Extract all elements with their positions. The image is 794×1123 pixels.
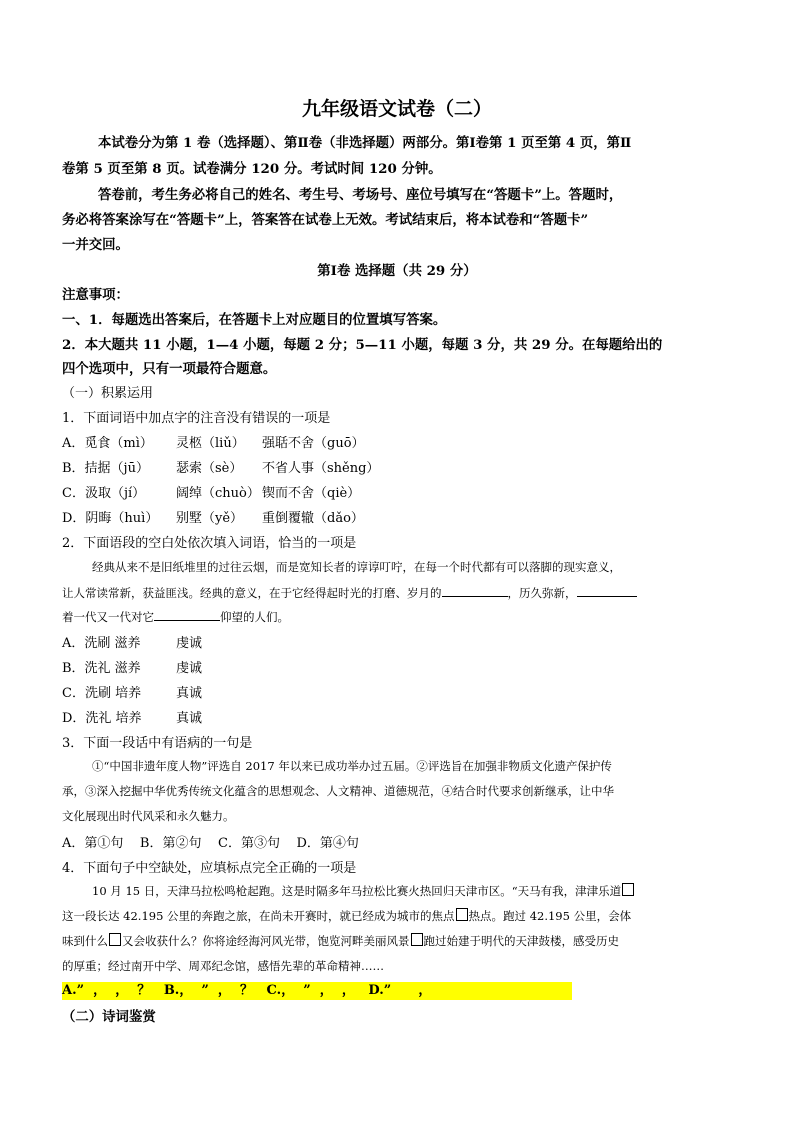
q1-a-word3: 强聒不舍（guō） (262, 436, 365, 451)
q2-passage-seg-3: 着一代又一代对它 (62, 610, 154, 624)
q1-a-word1: A．觅食（mì） (62, 436, 153, 451)
q2-c-words: C．洗刷 培养 (62, 686, 142, 701)
q1-d-word1: D．阴晦（huì） (62, 511, 159, 526)
q2-blank-1 (442, 584, 508, 597)
q3-stem: 3．下面一段话中有语病的一句是 (62, 736, 253, 751)
q2-option-b (62, 657, 202, 676)
q2-a-word3: 虔诚 (176, 636, 203, 651)
q4-seg-6: 跑过始建于明代的天津鼓楼，感受历史 (423, 934, 619, 948)
q1-c-word2: 阔绰（chuò） (176, 486, 260, 501)
q2-stem: 2．下面语段的空白处依次填入词语，恰当的一项是 (62, 536, 357, 551)
intro-line-2: 卷第 5 页至第 8 页。试卷满分 120 分。考试时间 120 分钟。 (62, 161, 442, 177)
q1-b-word2: 瑟索（sè） (176, 461, 243, 476)
part2-heading: （二）诗词鉴赏 (62, 1009, 156, 1025)
q4-seg-5: 又会收获什么？你将途经海河风光带，饱览河畔美丽风景 (122, 934, 410, 948)
q1-stem: 1．下面词语中加点字的注音没有错误的一项是 (62, 411, 331, 426)
q2-d-word3: 真诚 (176, 711, 203, 726)
notice-line-2: 2．本大题共 11 小题，1—4 小题，每题 2 分；5—11 小题，每题 3 分，共 29 分。在每题给出的 (62, 337, 663, 353)
section-title: 第Ⅰ卷 选择题（共 29 分） (317, 263, 477, 279)
q4-blank-box-1 (622, 883, 634, 896)
notice-heading: 注意事项： (62, 287, 129, 303)
q1-c-word1: C．汲取（jí） (62, 486, 146, 501)
q1-a-word2: 灵柩（liǔ） (176, 436, 245, 451)
page-title: 九年级语文试卷（二） (301, 98, 492, 120)
q4-passage-line-3 (62, 933, 619, 949)
intro-line-5: 一并交回。 (62, 237, 129, 253)
intro-line-1: 本试卷分为第 1 卷（选择题）、第Ⅱ卷（非选择题）两部分。第Ⅰ卷第 1 页至第 4 页，第Ⅱ (98, 135, 632, 151)
intro-line-4: 务必将答案涂写在“答题卡”上，答案答在试卷上无效。考试结束后，将本试卷和“答题卡” (62, 212, 589, 228)
q3-options: A．第①句 B．第②句 C．第③句 D．第④句 (62, 836, 359, 851)
part1-heading: （一）积累运用 (62, 386, 154, 401)
q4-options: A.” ， ， ？ B.， ” ， ？ C.， ” ， ， D.” ， (62, 983, 432, 998)
q2-a-words: A．洗刷 滋养 (62, 636, 141, 651)
q2-passage-seg-1: 让人常读常新，获益匪浅。经典的意义，在于它经得起时光的打磨、岁月的 (62, 586, 442, 600)
q2-passage-seg-2: ，历久弥新， (507, 586, 577, 600)
q1-c-word3: 锲而不舍（qiè） (262, 486, 361, 501)
q1-b-word1: B．拮据（jū） (62, 461, 149, 476)
q2-b-word3: 虔诚 (176, 661, 203, 676)
q2-passage-line-1: 经典从来不是旧纸堆里的过往云烟，而是宽知长者的谆谆叮咛，在每一个时代都有可以落脚的现实意义， (92, 560, 621, 574)
notice-line-1: 一、1．每题选出答案后，在答题卡上对应题目的位置填写答案。 (62, 312, 447, 328)
notice-line-3: 四个选项中，只有一项最符合题意。 (62, 361, 277, 377)
q4-blank-box-3 (109, 933, 121, 946)
q4-passage-line-1 (92, 883, 635, 899)
q2-passage-seg-4: 仰望的人们。 (220, 610, 289, 624)
q1-option-b (62, 457, 379, 476)
q1-option-a (62, 432, 365, 451)
q4-stem: 4．下面句子中空缺处，应填标点完全正确的一项是 (62, 861, 357, 876)
q1-d-word2: 别墅（yě） (176, 511, 244, 526)
q2-passage-line-2 (62, 584, 637, 601)
q3-passage-line-2: 承，③深入挖掘中华优秀传统文化蕴含的思想观念、人文精神、道德规范，④结合时代要求创新继承，让中华 (62, 784, 614, 798)
q2-b-words: B．洗礼 滋养 (62, 661, 141, 676)
q3-passage-line-3: 文化展现出时代风采和永久魅力。 (62, 809, 235, 823)
q2-blank-2 (577, 584, 637, 597)
q4-seg-1: 10 月 15 日，天津马拉松鸣枪起跑。这是时隔多年马拉松比赛火热回归天津市区。“天马有我，津津乐道 (92, 884, 622, 898)
q1-option-d (62, 507, 364, 526)
q4-seg-3: 热点。跑过 42.195 公里，会体 (468, 909, 632, 923)
q4-passage-line-2 (62, 908, 631, 924)
q4-seg-2: 这一段长达 42.195 公里的奔跑之旅，在尚未开赛时，就已经成为城市的焦点 (62, 909, 455, 923)
q1-b-word3: 不省人事（shěng） (262, 461, 380, 476)
q1-option-c (62, 482, 360, 501)
q4-blank-box-2 (456, 908, 468, 921)
q4-seg-4: 味到什么 (62, 934, 108, 948)
q2-blank-3 (154, 608, 220, 621)
q1-d-word3: 重倒覆辙（dǎo） (262, 511, 364, 526)
intro-line-3: 答卷前，考生务必将自己的姓名、考生号、考场号、座位号填写在“答题卡”上。答题时， (98, 187, 623, 203)
q2-option-d (62, 707, 202, 726)
q2-d-words: D．洗礼 培养 (62, 711, 142, 726)
q4-blank-box-4 (411, 933, 423, 946)
q2-option-a (62, 632, 202, 651)
q4-passage-line-4: 的厚重；经过南开中学、周邓纪念馆，感悟先辈的革命精神…… (62, 959, 384, 973)
q2-passage-line-3 (62, 608, 289, 625)
q2-c-word3: 真诚 (176, 686, 203, 701)
q3-passage-line-1: ①“中国非遗年度人物”评选自 2017 年以来已成功举办过五届。②评选旨在加强非物质文化遗产保护传 (92, 759, 612, 773)
q2-option-c (62, 682, 202, 701)
